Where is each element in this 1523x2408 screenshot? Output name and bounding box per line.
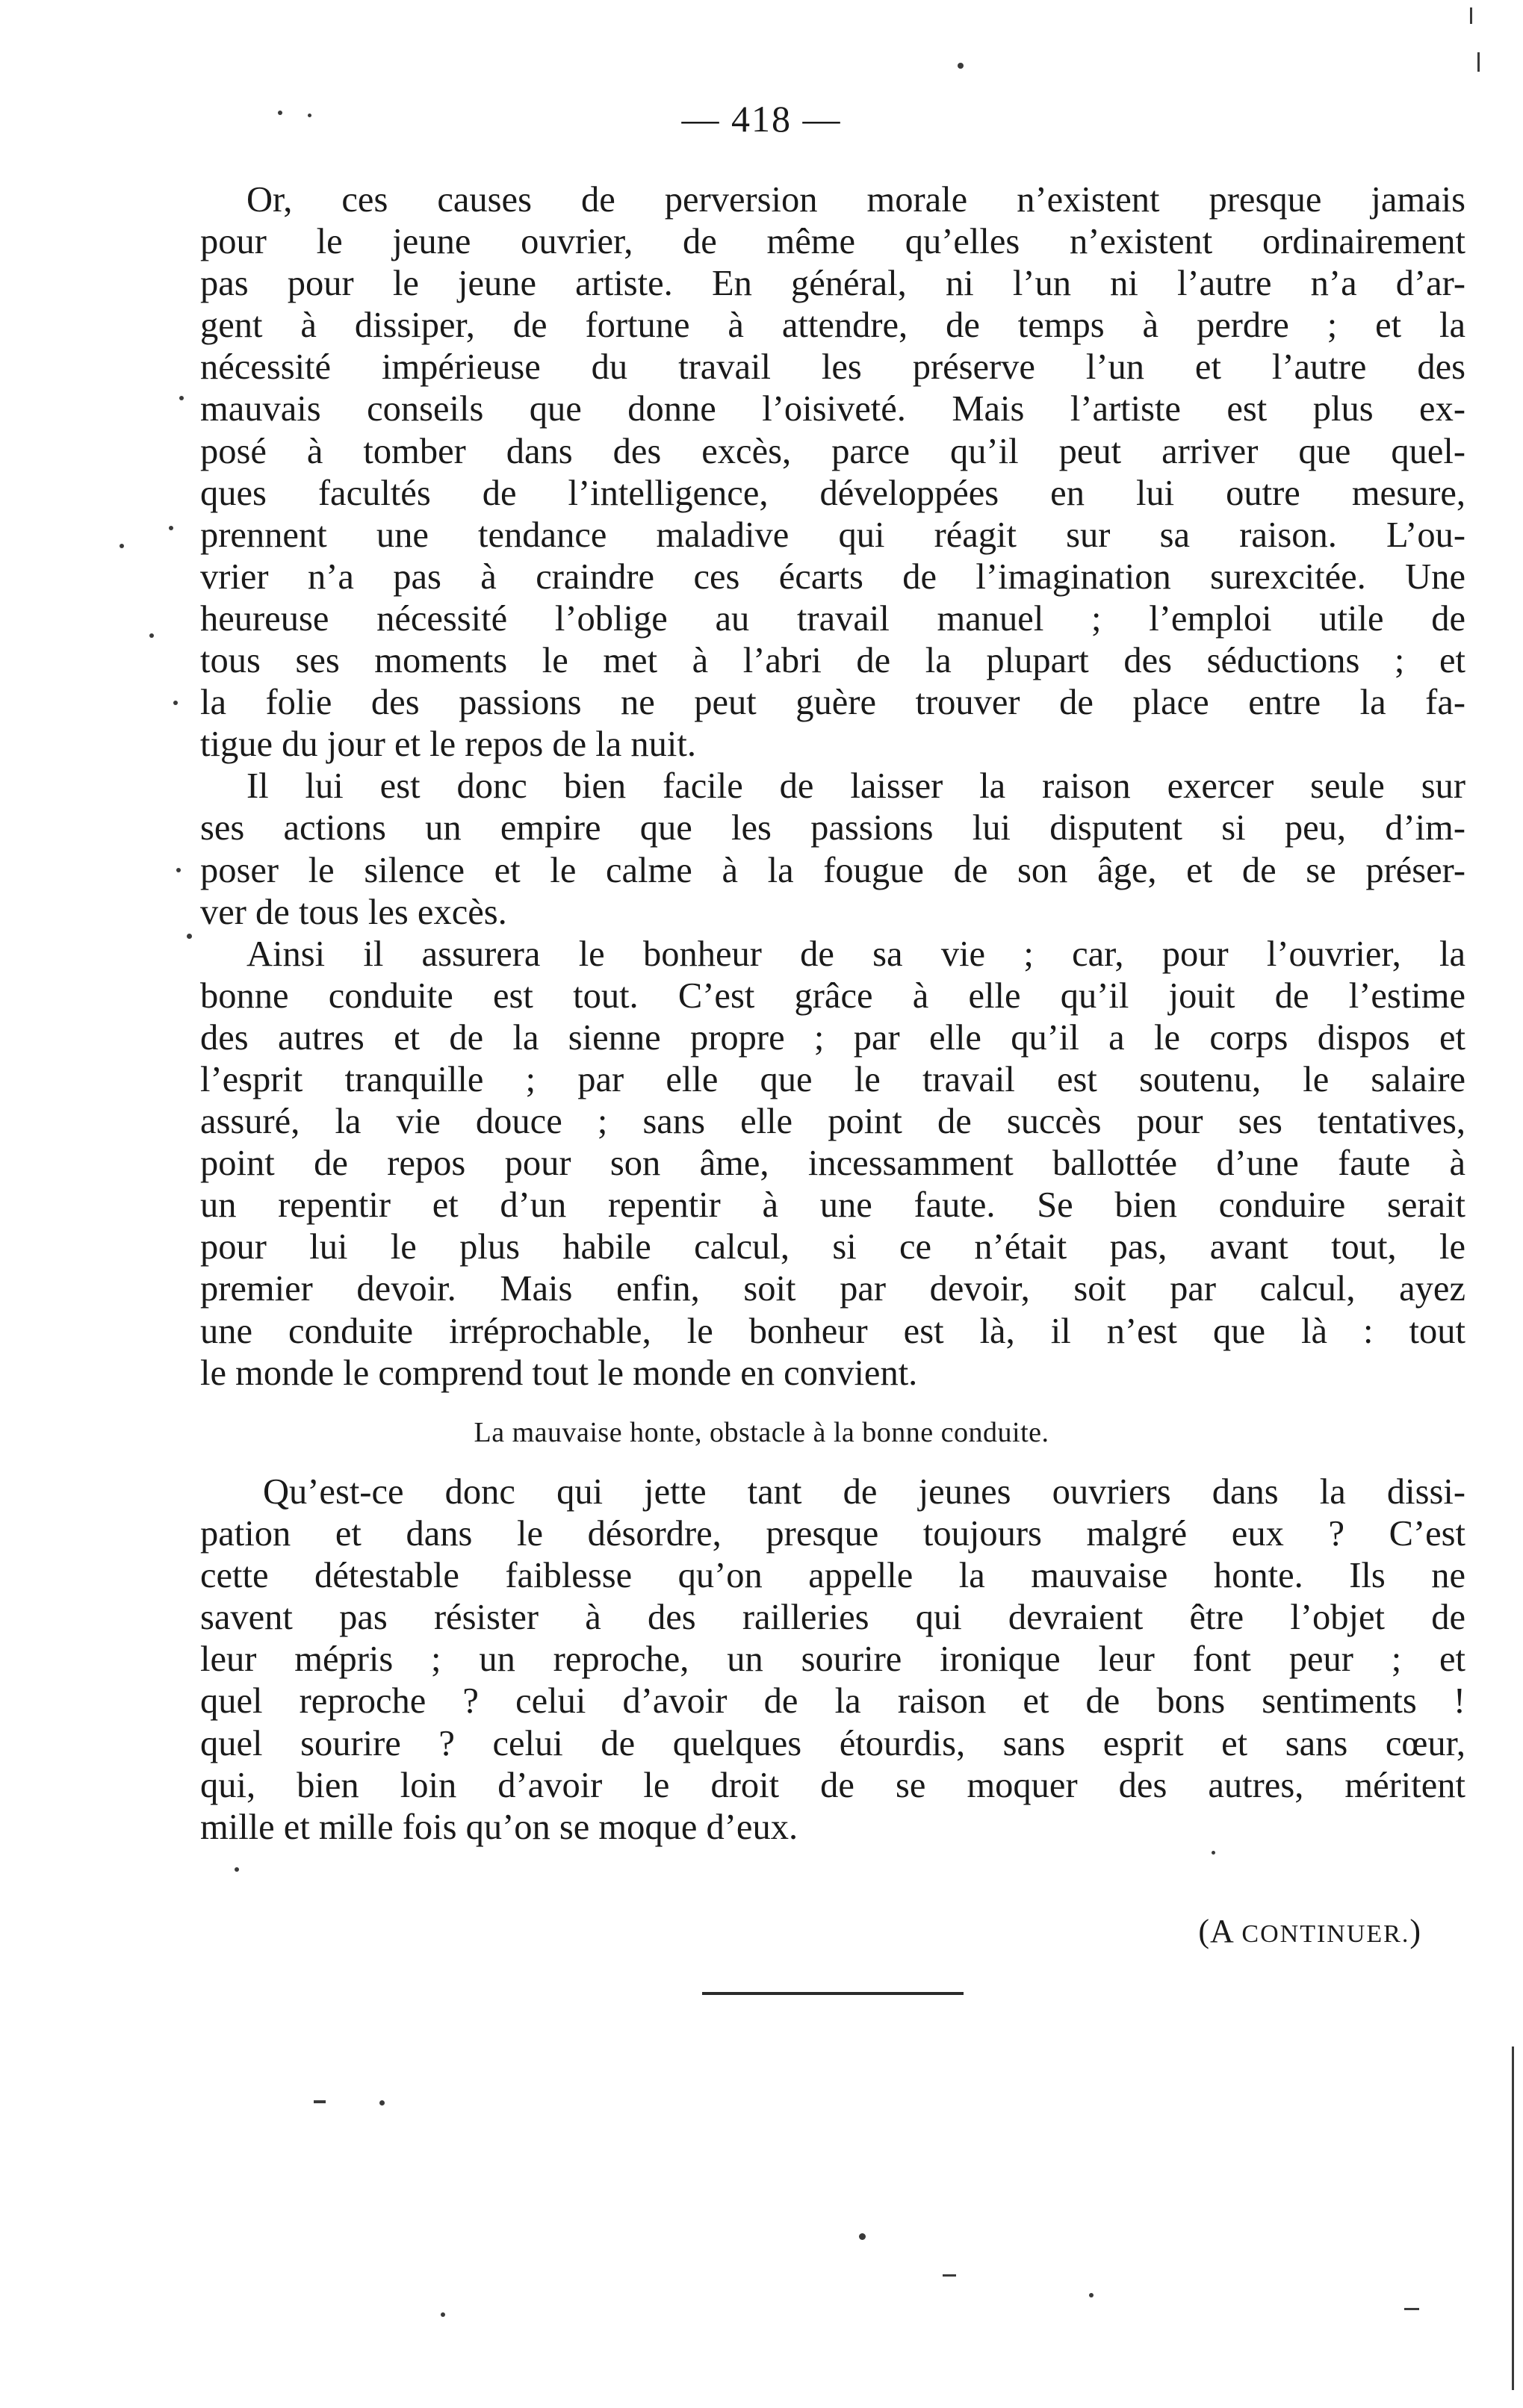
paragraph [200, 1471, 1465, 1849]
scan-speck [173, 701, 178, 705]
scan-speck [278, 111, 282, 115]
text-block-lower [200, 1471, 1465, 1849]
scan-speck [149, 633, 154, 638]
text-line: mille et mille fois qu’on se moque d’eux. [200, 1807, 798, 1847]
scan-speck [169, 526, 173, 530]
scan-speck [235, 1867, 239, 1872]
continued-open: (A [1198, 1913, 1242, 1949]
text-line: des autres et de la sienne propre ; par elle qu’il a le corps dispos et [200, 1017, 1465, 1058]
scan-speck [379, 2100, 385, 2106]
text-line: le monde le comprend tout le monde en convient. [200, 1353, 918, 1393]
text-line: l’esprit tranquille ; par elle que le travail est soutenu, le salaire [200, 1059, 1465, 1099]
text-line: nécessité impérieuse du travail les préserve l’un et l’autre des [200, 347, 1465, 388]
scan-speck [120, 544, 124, 548]
text-line: premier devoir. Mais enfin, soit par devoir, soit par calcul, ayez [200, 1269, 1465, 1309]
end-rule [702, 1992, 964, 1995]
scan-speck [441, 2312, 445, 2317]
text-line: savent pas résister à des railleries qui devraient être l’objet de [200, 1598, 1465, 1638]
text-line: tous ses moments le met à l’abri de la plupart des séductions ; et [200, 641, 1465, 681]
scan-speck [859, 2233, 866, 2240]
page-number: — 418 — [681, 98, 842, 140]
paragraph [200, 766, 1465, 933]
text-line: pour le jeune ouvrier, de même qu’elles n’existent ordinairement [200, 222, 1465, 262]
scan-mark [1512, 2047, 1514, 2390]
text-line: poser le silence et le calme à la fougue de son âge, et de se préser- [200, 850, 1465, 890]
text-line: pas pour le jeune artiste. En général, ni l’un ni l’autre n’a d’ar- [200, 264, 1465, 304]
section-heading: La mauvaise honte, obstacle à la bonne conduite. [474, 1417, 1049, 1448]
continued-close: ) [1409, 1913, 1421, 1949]
scan-speck [308, 114, 311, 117]
text-line: un repentir et d’un repentir à une faute. Se bien conduire serait [200, 1185, 1465, 1226]
scan-speck [179, 396, 184, 400]
text-line: cette détestable faiblesse qu’on appelle la mauvaise honte. Ils ne [200, 1556, 1465, 1596]
text-line: tigue du jour et le repos de la nuit. [200, 724, 697, 765]
continued-word: CONTINUER. [1241, 1920, 1410, 1948]
paragraph [200, 934, 1465, 1394]
scan-speck [958, 63, 964, 69]
scan-speck [1089, 2293, 1094, 2297]
to-be-continued-note [1198, 1912, 1421, 1950]
text-line: prennent une tendance maladive qui réagit sur sa raison. L’ou- [200, 515, 1465, 555]
scan-mark [943, 2274, 956, 2277]
text-line: la folie des passions ne peut guère trouver de place entre la fa- [200, 683, 1465, 723]
scan-mark [314, 2100, 326, 2103]
text-line: une conduite irréprochable, le bonheur est là, il n’est que là : tout [200, 1311, 1465, 1351]
text-line: quel reproche ? celui d’avoir de la raison et de bons sentiments ! [200, 1681, 1465, 1722]
text-block-upper [200, 179, 1465, 1394]
scan-mark [1470, 7, 1472, 24]
text-line: ses actions un empire que les passions lui disputent si peu, d’im- [200, 808, 1465, 848]
text-line: bonne conduite est tout. C’est grâce à elle qu’il jouit de l’estime [200, 975, 1465, 1016]
scan-mark [1404, 2308, 1419, 2310]
text-line: assuré, la vie douce ; sans elle point de succès pour ses tentatives, [200, 1102, 1465, 1142]
text-line: point de repos pour son âme, incessamment ballottée d’une faute à [200, 1144, 1465, 1184]
text-line: posé à tomber dans des excès, parce qu’il peut arriver que quel- [200, 431, 1465, 471]
text-line: ver de tous les excès. [200, 892, 507, 932]
text-line: Il lui est donc bien facile de laisser la raison exercer seule sur [246, 766, 1465, 807]
scan-speck [176, 868, 181, 872]
text-line: Ainsi il assurera le bonheur de sa vie ; car, pour l’ouvrier, la [246, 934, 1465, 974]
scan-speck [187, 934, 192, 939]
text-line: heureuse nécessité l’oblige au travail manuel ; l’emploi utile de [200, 598, 1465, 639]
paragraph [200, 179, 1465, 766]
text-line: vrier n’a pas à craindre ces écarts de l’imagination surexcitée. Une [200, 556, 1465, 597]
text-line: Qu’est-ce donc qui jette tant de jeunes ouvriers dans la dissi- [263, 1472, 1465, 1512]
text-line: Or, ces causes de perversion morale n’existent presque jamais [246, 180, 1465, 220]
text-line: pour lui le plus habile calcul, si ce n’était pas, avant tout, le [200, 1227, 1465, 1267]
text-line: qui, bien loin d’avoir le droit de se moquer des autres, méritent [200, 1765, 1465, 1805]
text-line: gent à dissiper, de fortune à attendre, de temps à perdre ; et la [200, 305, 1465, 346]
text-line: quel sourire ? celui de quelques étourdis, sans esprit et sans cœur, [200, 1723, 1465, 1763]
text-line: ques facultés de l’intelligence, développées en lui outre mesure, [200, 473, 1465, 513]
scan-mark [1477, 52, 1480, 72]
text-line: pation et dans le désordre, presque toujours malgré eux ? C’est [200, 1514, 1465, 1554]
text-line: mauvais conseils que donne l’oisiveté. Mais l’artiste est plus ex- [200, 389, 1465, 429]
text-line: leur mépris ; un reproche, un sourire ironique leur font peur ; et [200, 1639, 1465, 1680]
scan-speck [1212, 1851, 1215, 1855]
